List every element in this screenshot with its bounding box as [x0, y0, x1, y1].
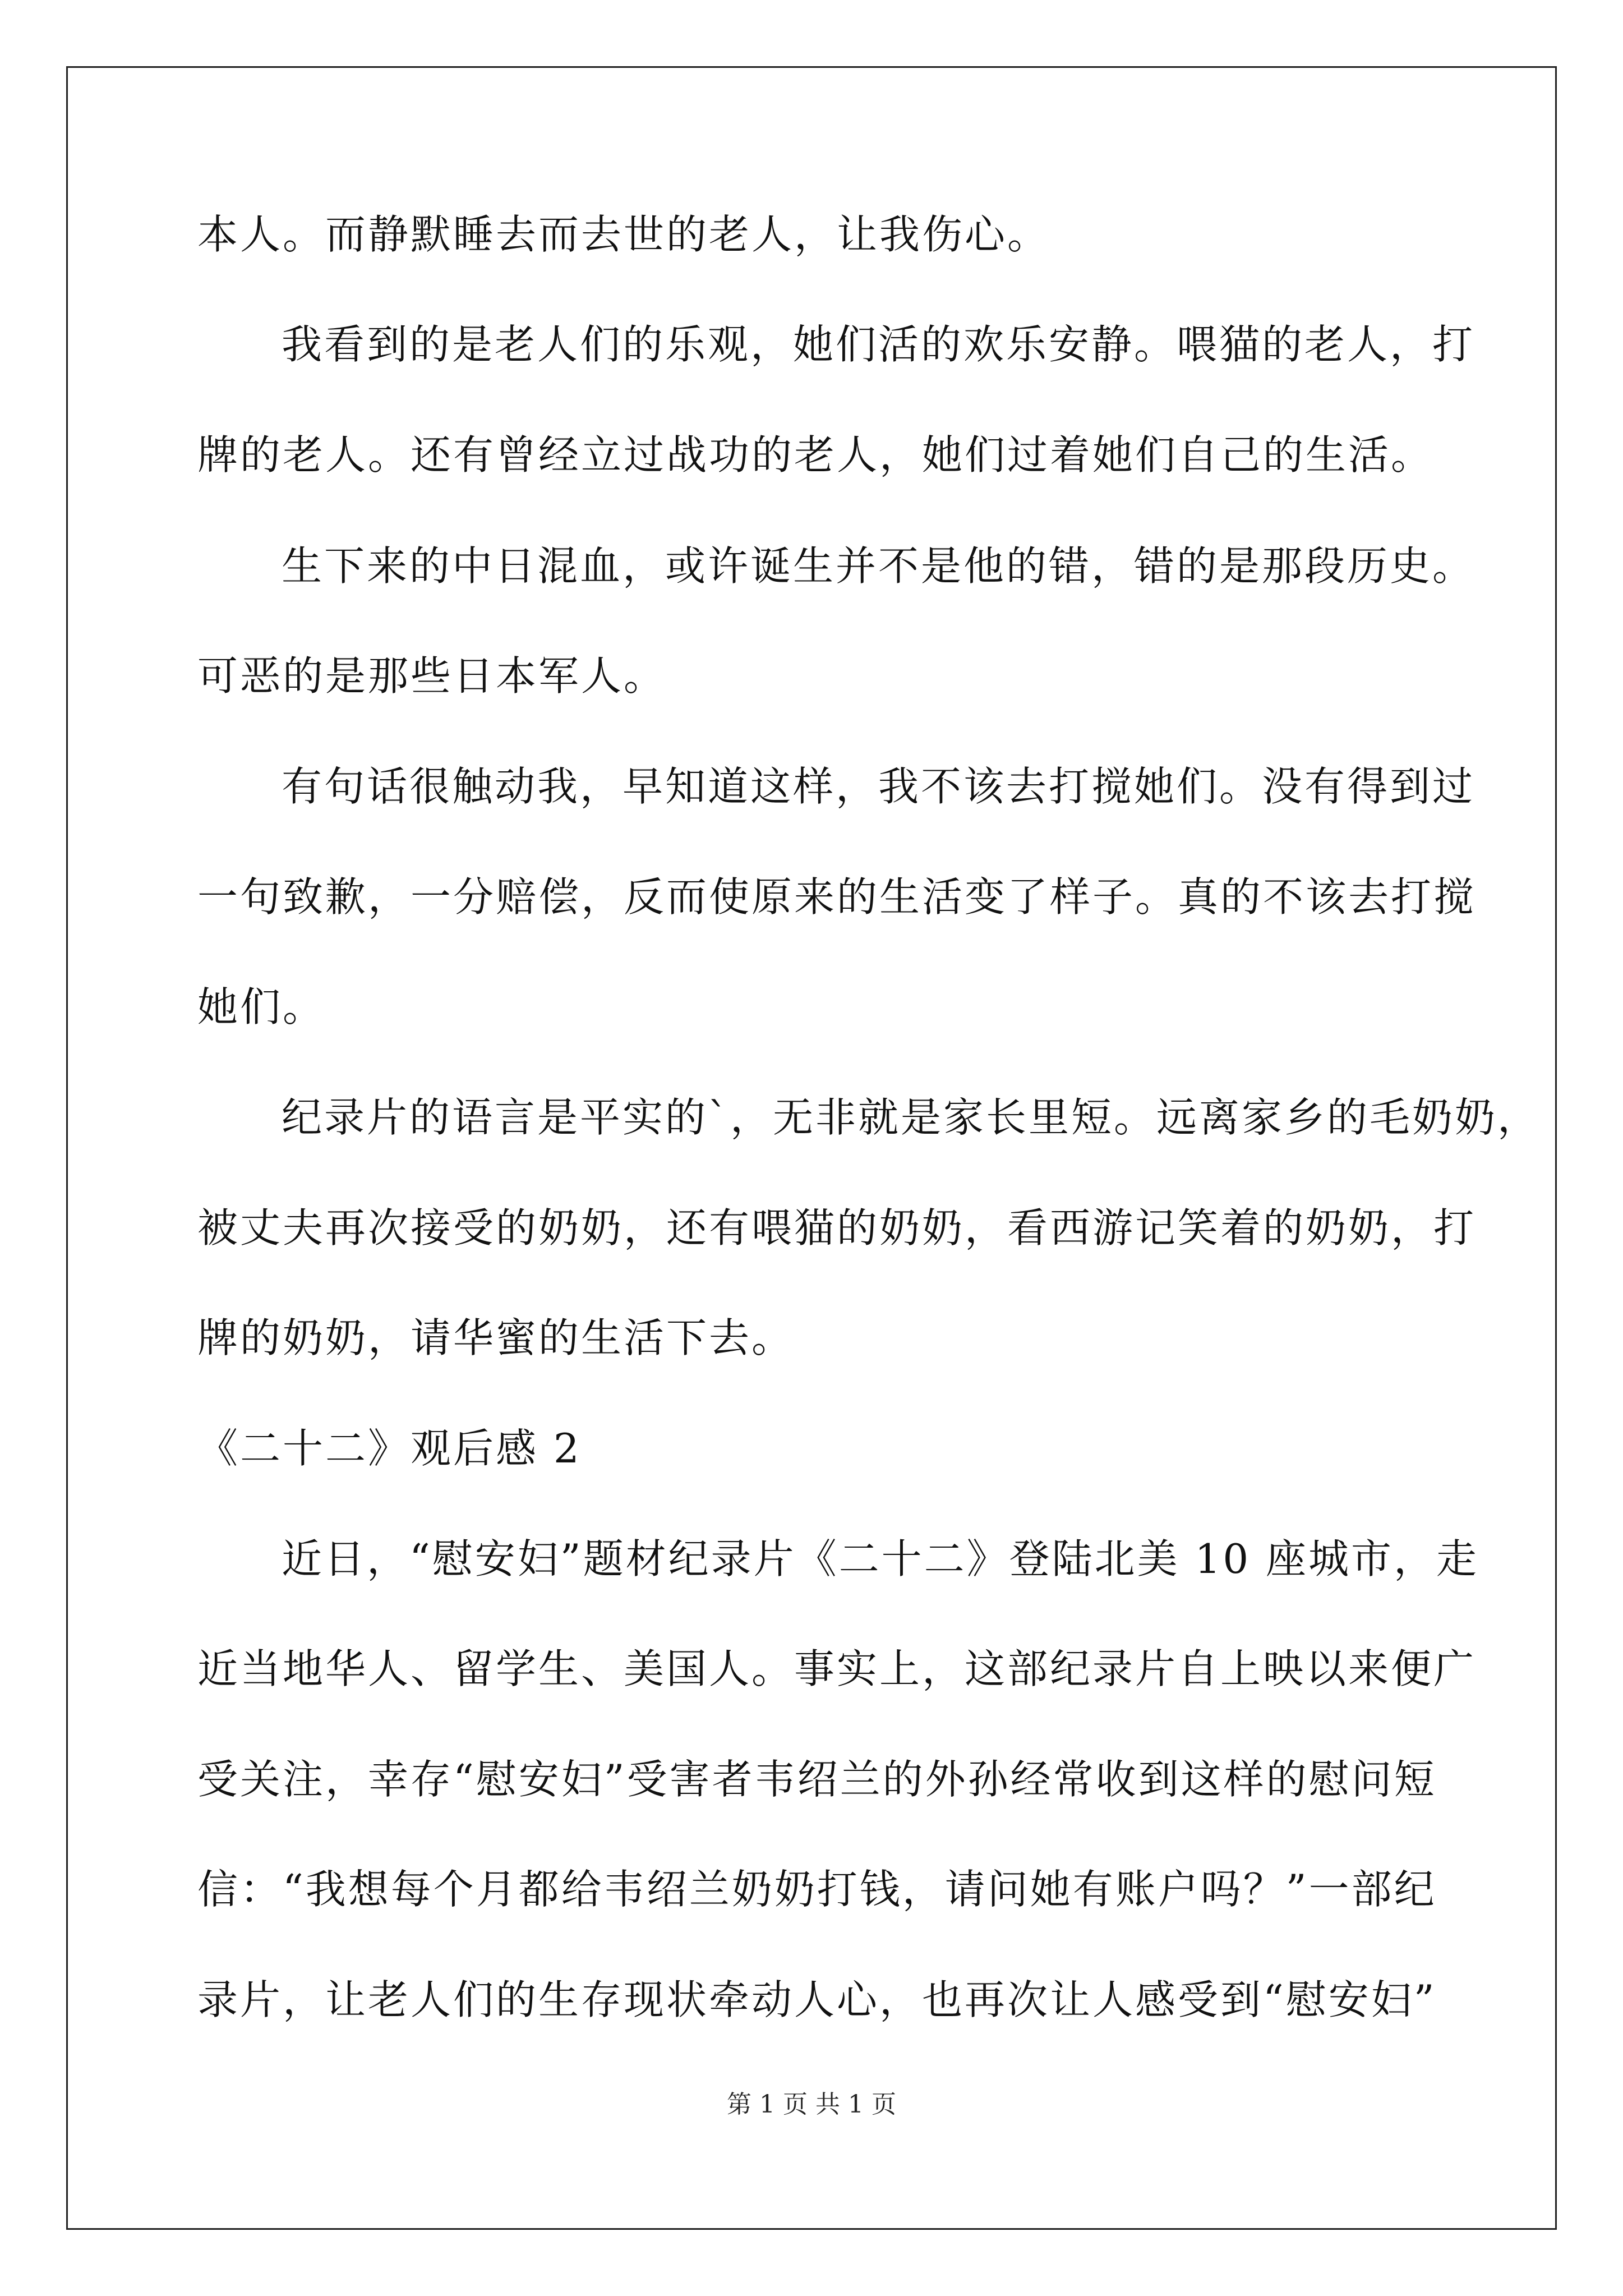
- text-line: 牌的奶奶，请华蜜的生活下去。: [197, 1314, 795, 1361]
- text-line: 信：“我想每个月都给韦绍兰奶奶打钱，请问她有账户吗？”一部纪: [197, 1866, 1437, 1913]
- paragraph-start-line: 近日，“慰安妇”题材纪录片《二十二》登陆北美 10 座城市，走: [282, 1535, 1479, 1582]
- text-line: 本人。而静默睡去而去世的老人，让我伤心。: [197, 211, 1050, 258]
- section-heading: 《二十二》观后感 2: [197, 1425, 582, 1472]
- text-line: 她们。: [197, 983, 326, 1030]
- paragraph-start-line: 有句话很触动我，早知道这样，我不该去打搅她们。没有得到过: [282, 763, 1476, 810]
- paragraph-start-line: 我看到的是老人们的乐观，她们活的欢乐安静。喂猫的老人，打: [282, 321, 1476, 368]
- paragraph-start-line: 纪录片的语言是平实的`，无非就是家长里短。远离家乡的毛奶奶，: [282, 1094, 1541, 1141]
- paragraph-start-line: 生下来的中日混血，或许诞生并不是他的错，错的是那段历史。: [282, 542, 1476, 590]
- text-line: 可恶的是那些日本军人。: [197, 652, 667, 700]
- text-line: 近当地华人、留学生、美国人。事实上，这部纪录片自上映以来便广: [197, 1645, 1477, 1692]
- text-line: 牌的老人。还有曾经立过战功的老人，她们过着她们自己的生活。: [197, 431, 1434, 478]
- text-line: 录片，让老人们的生存现状牵动人心，也再次让人感受到“慰安妇”: [197, 1976, 1437, 2023]
- text-line: 被丈夫再次接受的奶奶，还有喂猫的奶奶，看西游记笑着的奶奶，打: [197, 1204, 1477, 1251]
- text-line: 受关注，幸存“慰安妇”受害者韦绍兰的外孙经常收到这样的慰问短: [197, 1756, 1437, 1803]
- text-line: 一句致歉，一分赔偿，反而使原来的生活变了样子。真的不该去打搅: [197, 873, 1477, 921]
- page-footer: 第 1 页 共 1 页: [727, 2090, 896, 2119]
